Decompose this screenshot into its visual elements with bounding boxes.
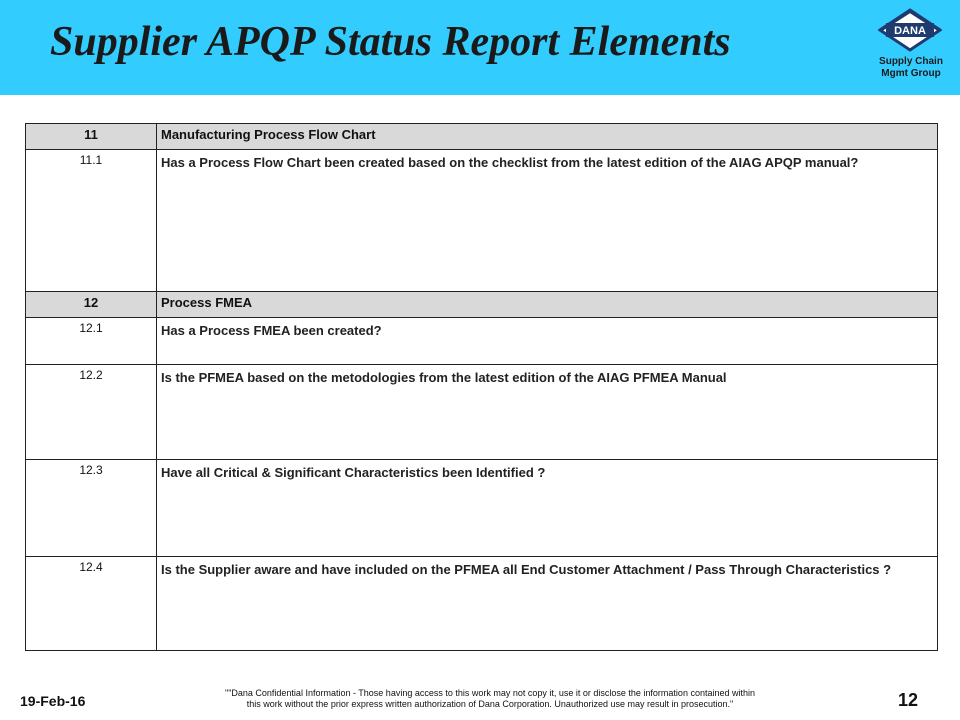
item-number: 12.1 xyxy=(26,318,157,365)
page-number: 12 xyxy=(898,690,919,710)
confidentiality-line1: ""Dana Confidential Information - Those having access to this work may not copy it, use it or disclose the information contained within xyxy=(225,688,755,698)
item-question: Has a Process FMEA been created? xyxy=(157,318,938,365)
section-number: 12 xyxy=(26,292,157,318)
logo-caption-line2: Mgmt Group xyxy=(881,68,941,79)
item-row-12-3 xyxy=(26,460,938,557)
item-question: Have all Critical & Significant Characteristics been Identified ? xyxy=(157,460,938,557)
logo-caption-line1: Supply Chain xyxy=(879,56,943,67)
item-row-12-1 xyxy=(26,318,938,365)
apqp-status-table xyxy=(25,123,938,651)
item-question: Has a Process Flow Chart been created based on the checklist from the latest edition of the AIAG APQP manual? xyxy=(157,150,938,292)
item-row-12-4 xyxy=(26,557,938,651)
item-question: Is the Supplier aware and have included on the PFMEA all End Customer Attachment / Pass Through Characteristics ? xyxy=(157,557,938,651)
item-question: Is the PFMEA based on the metodologies from the latest edition of the AIAG PFMEA Manual xyxy=(157,365,938,460)
item-row-11-1 xyxy=(26,150,938,292)
section-row-11 xyxy=(26,124,938,150)
section-row-12 xyxy=(26,292,938,318)
header-band xyxy=(0,0,960,95)
footer-date: 19-Feb-16 xyxy=(20,693,86,709)
section-title: Manufacturing Process Flow Chart xyxy=(157,124,938,150)
page-title: Supplier APQP Status Report Elements xyxy=(50,19,731,65)
confidentiality-notice xyxy=(160,688,820,710)
confidentiality-line2: this work without the prior express written authorization of Dana Corporation. Unauthorized use may result in prosecution." xyxy=(246,699,734,709)
item-row-12-2 xyxy=(26,365,938,460)
item-number: 12.4 xyxy=(26,557,157,651)
logo-text: DANA xyxy=(894,25,926,37)
item-number: 11.1 xyxy=(26,150,157,292)
dana-logo xyxy=(878,8,942,52)
item-number: 12.3 xyxy=(26,460,157,557)
section-number: 11 xyxy=(26,124,157,150)
item-number: 12.2 xyxy=(26,365,157,460)
section-title: Process FMEA xyxy=(157,292,938,318)
logo-caption xyxy=(866,56,956,80)
